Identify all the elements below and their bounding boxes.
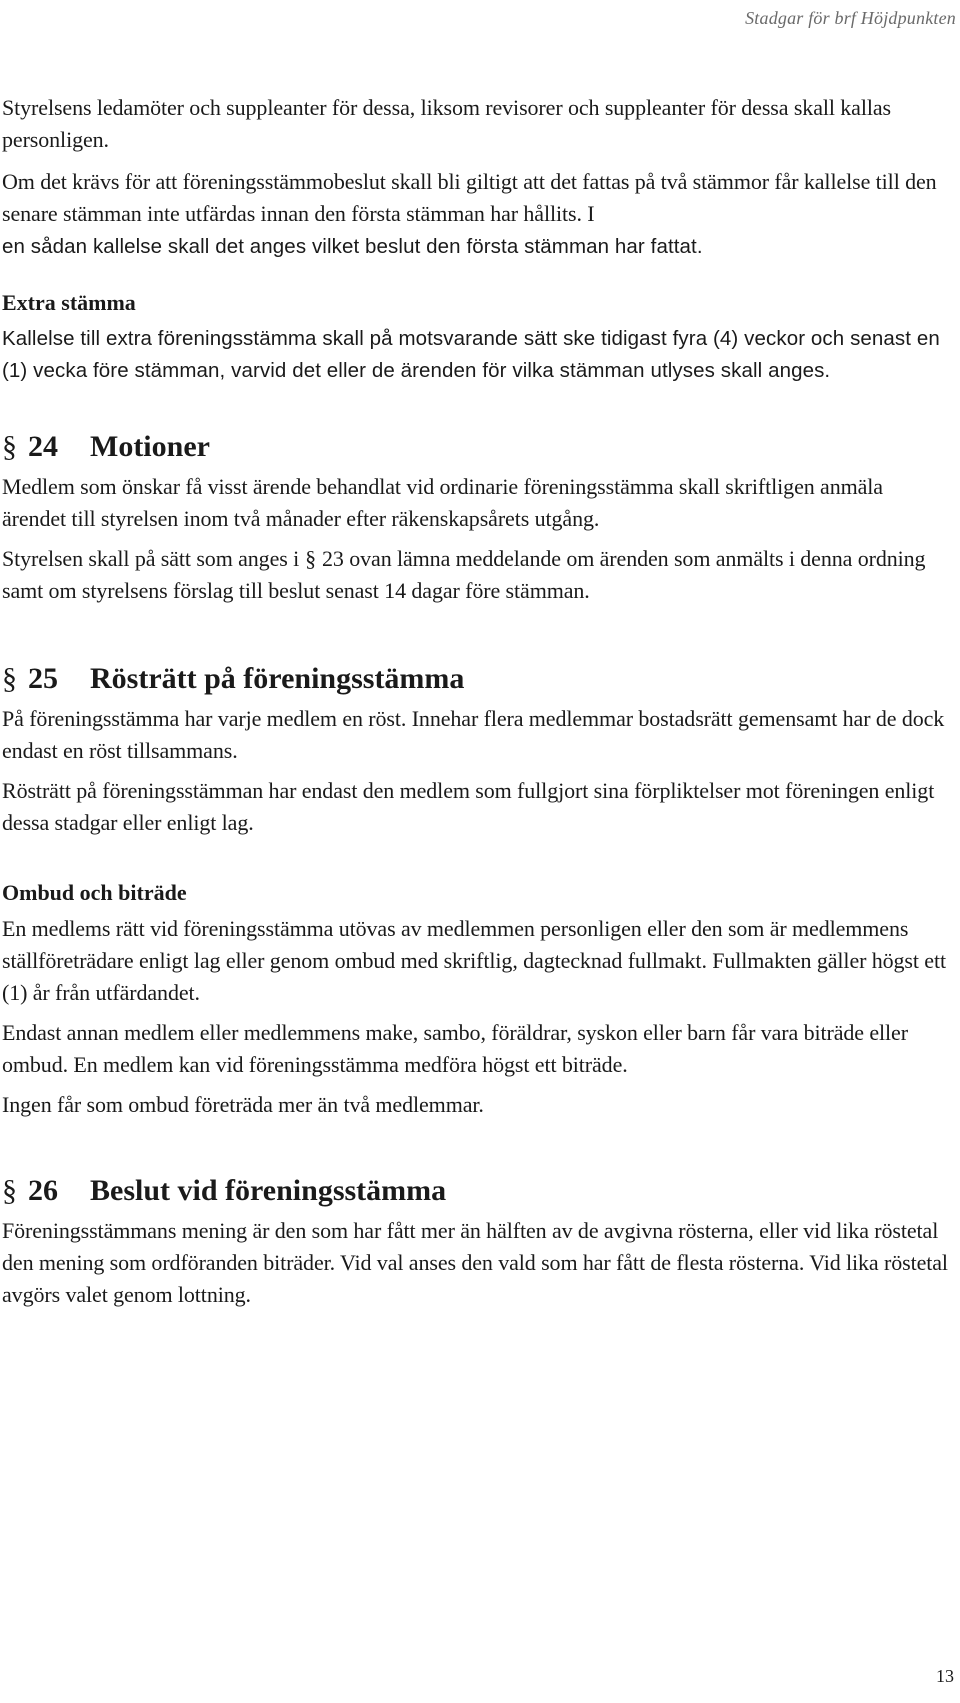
paragraph-two-meetings-sans: en sådan kallelse skall det anges vilket beslut den första stämman har fattat. (2, 235, 703, 258)
document-body (2, 92, 952, 1311)
section-title: Motioner (90, 430, 210, 463)
extra-meeting-heading: Extra stämma (2, 290, 136, 315)
section-number: 26 (28, 1174, 58, 1207)
page-number: 13 (936, 1666, 954, 1686)
paragraph-two-meetings-serif: Om det krävs för att föreningsstämmobeslut skall bli giltigt att det fattas på två stämmor får kallelse till den senare stämman inte utfärdas innan den första stämman har hållits. I (2, 169, 937, 226)
paragraph-personal-notice: Styrelsens ledamöter och suppleanter för dessa, liksom revisorer och suppleanter för dessa skall kallas personligen. (2, 95, 891, 152)
section-25-paragraph-2: Rösträtt på föreningsstämman har endast den medlem som fullgjort sina förpliktelser mot föreningen enligt dessa stadgar eller enligt lag. (2, 778, 935, 835)
section-number: 24 (28, 430, 58, 463)
section-24-p2-before: Styrelsen skall på sätt som anges i (2, 546, 300, 571)
section-symbol: § (2, 430, 17, 463)
section-number: 25 (28, 662, 58, 695)
section-24-heading (2, 427, 952, 467)
proxy-paragraph-1: En medlems rätt vid föreningsstämma utövas av medlemmen personligen eller den som är medlemmens ställföreträdare enligt lag eller genom ombud med skriftlig, dagtecknad fullmakt. Fullmakten gäller högst ett (1) år från utfärdandet. (2, 916, 946, 1005)
section-26-heading (2, 1171, 952, 1211)
section-symbol: § (2, 1174, 17, 1207)
section-25-paragraph-1: På föreningsstämma har varje medlem en röst. Innehar flera medlemmar bostadsrätt gemensamt har de dock endast en röst tillsammans. (2, 706, 945, 763)
section-24-p2-after: 23 ovan lämna meddelande om ärenden som anmälts i denna ordning samt om styrelsens förslag till beslut senast 14 dagar före stämman. (2, 546, 926, 603)
section-title: Beslut vid föreningsstämma (90, 1174, 447, 1207)
section-26-paragraph-1: Föreningsstämmans mening är den som har fått mer än hälften av de avgivna rösterna, eller vid lika röstetal den mening som ordföranden biträder. Vid val anses den vald som har fått de flesta rösterna. Vid lika röstetal avgörs valet genom lottning. (2, 1218, 948, 1307)
proxy-paragraph-2: Endast annan medlem eller medlemmens make, sambo, föräldrar, syskon eller barn får vara biträde eller ombud. En medlem kan vid föreningsstämma medföra högst ett biträde. (2, 1020, 908, 1077)
proxy-heading: Ombud och biträde (2, 880, 187, 905)
proxy-paragraph-3: Ingen får som ombud företräda mer än två medlemmar. (2, 1092, 484, 1117)
section-24-paragraph-1: Medlem som önskar få visst ärende behandlat vid ordinarie föreningsstämma skall skriftligen anmäla ärendet till styrelsen inom två månader efter räkenskapsårets utgång. (2, 474, 883, 531)
section-title: Rösträtt på föreningsstämma (90, 662, 465, 695)
extra-meeting-body: Kallelse till extra föreningsstämma skall på motsvarande sätt ske tidigast fyra (4) veckor och senast en (1) vecka före stämman, varvid det eller de ärenden för vilka stämman utlyses skall anges. (2, 327, 940, 382)
section-symbol: § (2, 662, 17, 695)
section-24-paragraph-2 (2, 543, 952, 607)
section-symbol-inline: § (305, 546, 317, 571)
page-header-title: Stadgar för brf Höjdpunkten (745, 8, 956, 28)
section-25-heading (2, 659, 952, 699)
paragraph-two-meetings (2, 166, 952, 263)
